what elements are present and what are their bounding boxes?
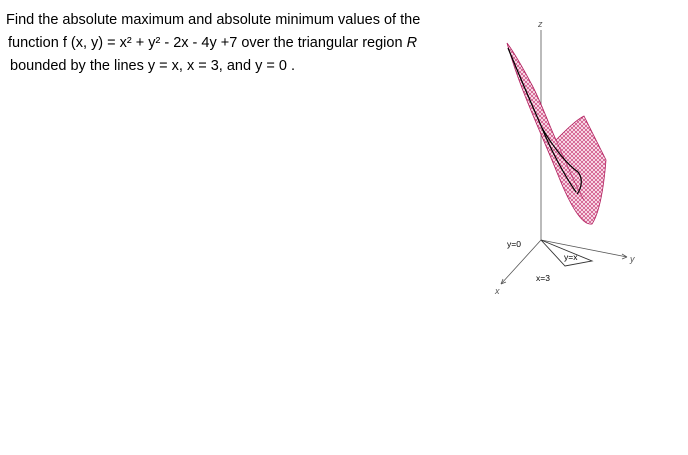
label-y-equals-0: y=0 — [507, 239, 521, 249]
region-name: R — [406, 35, 418, 51]
axis-label-x: x — [495, 286, 500, 296]
surface-figure — [480, 0, 688, 300]
problem-line-3 — [6, 55, 476, 78]
problem-statement — [6, 9, 476, 78]
axis-label-y: y — [630, 254, 635, 264]
boundary-lines-expression: y = x, x = 3, — [147, 58, 223, 74]
last-boundary-expression: y = 0 . — [255, 58, 295, 74]
axis-label-z: z — [538, 19, 543, 29]
and-word: and — [226, 58, 252, 74]
label-x-equals-3: x=3 — [536, 273, 550, 283]
region-phrase: over the triangular region — [241, 35, 403, 51]
paraboloid-surface — [507, 43, 606, 224]
bounded-phrase: bounded by the lines — [10, 58, 144, 74]
problem-line-2 — [6, 32, 476, 55]
problem-line-1: Find the absolute maximum and absolute minimum values of the — [6, 12, 421, 28]
function-word: function — [8, 35, 59, 51]
label-y-equals-x: y=x — [564, 252, 578, 262]
function-expression: f (x, y) = x² + y² - 2x - 4y +7 — [62, 35, 238, 51]
